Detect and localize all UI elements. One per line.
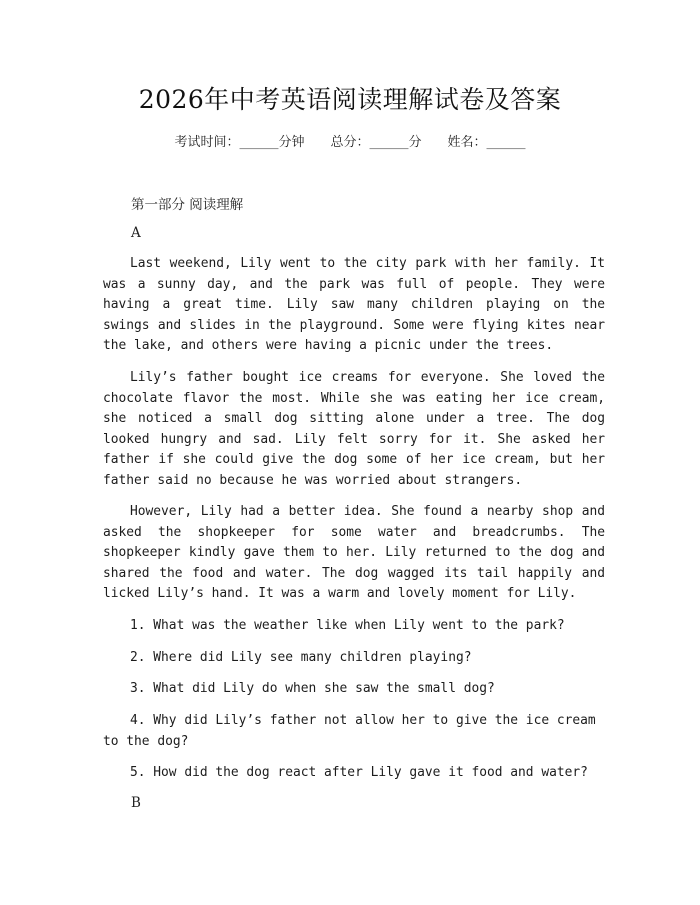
- exam-time-field: 考试时间：______分钟: [174, 135, 305, 150]
- section-a-label: A: [131, 225, 141, 241]
- passage-paragraph-3: However, Lily had a better idea. She found a nearby shop and asked the shopkeeper for some water and breadcrumbs. The shopkeeper kindly gave them to her. Lily returned to the dog and shared the food and water. The dog wagged its tail happily and licked Lily’s hand. It was a warm and lovely moment for Lily.: [103, 504, 605, 601]
- passage-paragraph-2: Lily’s father bought ice creams for everyone. She loved the chocolate flavor the most. While she was eating her ice cream, she noticed a small dog sitting alone under a tree. The dog looked hungry and sad. Lily felt sorry for it. She asked her father if she could give the dog some of her ice cream, but her father said no because he was worried about strangers.: [103, 370, 605, 488]
- student-name-field: 姓名：______: [447, 135, 526, 150]
- question-2: 2. Where did Lily see many children playing?: [130, 650, 472, 665]
- question-3: 3. What did Lily do when she saw the small dog?: [130, 681, 495, 696]
- part-heading: 第一部分 阅读理解: [131, 197, 244, 213]
- question-1: 1. What was the weather like when Lily went to the park?: [130, 618, 565, 633]
- question-5: 5. How did the dog react after Lily gave it food and water?: [130, 765, 588, 780]
- question-4: 4. Why did Lily’s father not allow her to give the ice cream to the dog?: [103, 713, 596, 749]
- passage-paragraph-1: Last weekend, Lily went to the city park with her family. It was a sunny day, and the park was full of people. They were having a great time. Lily saw many children playing on the swings and slides in the playground. Some were flying kites near the lake, and others were having a picnic under the trees.: [103, 256, 605, 353]
- exam-info-line: [0, 131, 700, 150]
- total-score-field: 总分：______分: [330, 135, 422, 150]
- document-title: 2026年中考英语阅读理解试卷及答案: [138, 85, 562, 114]
- section-b-label: B: [131, 795, 141, 811]
